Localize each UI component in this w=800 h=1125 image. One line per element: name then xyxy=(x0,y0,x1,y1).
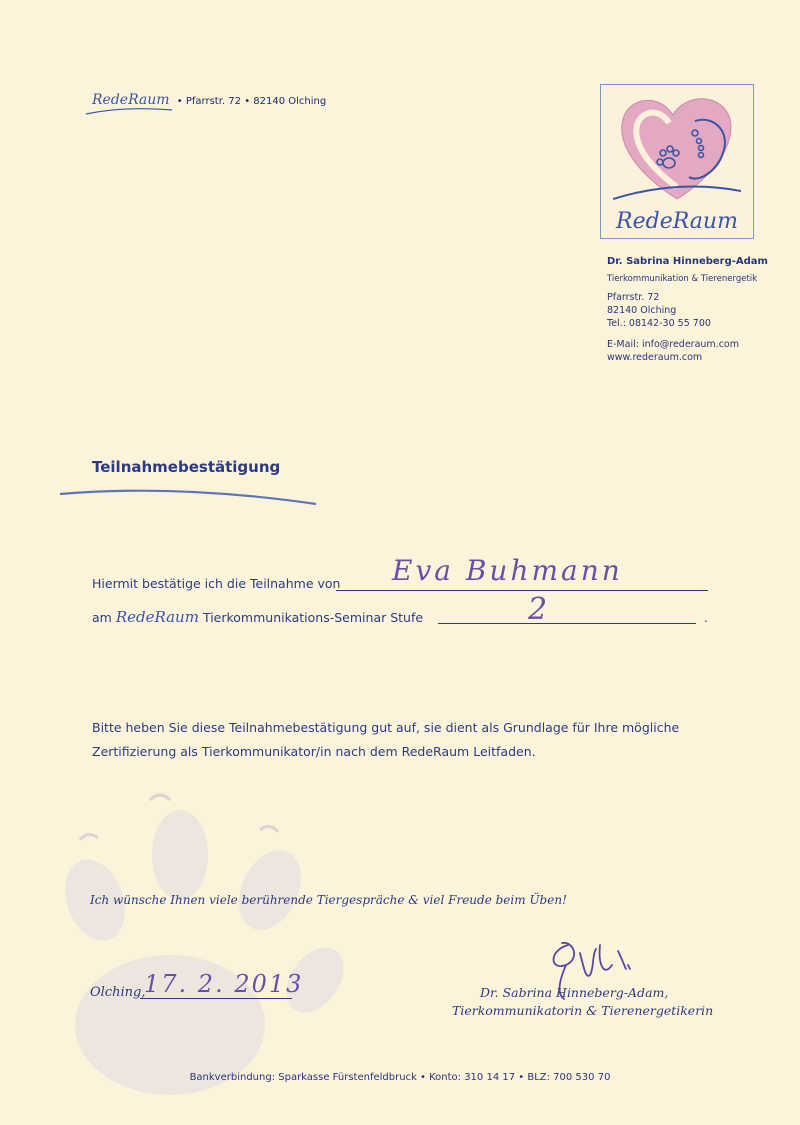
logo xyxy=(600,84,754,239)
paragraph-line-1: Bitte heben Sie diese Teilnahmebestätigung gut auf, sie dient als Grundlage für Ihre mögliche xyxy=(92,720,680,735)
contact-phone: Tel.: 08142-30 55 700 xyxy=(607,318,711,329)
contact-street: Pfarrstr. 72 xyxy=(607,292,660,303)
logo-wordmark: RedeRaum xyxy=(616,209,738,234)
paragraph-line-2: Zertifizierung als Tierkommunikator/in nach dem RedeRaum Leitfaden. xyxy=(92,744,536,759)
participant-name: Eva Buhmann xyxy=(392,554,623,587)
heart-footprint-logo-icon xyxy=(613,91,741,203)
date-line xyxy=(140,986,292,999)
paw-watermark-icon xyxy=(30,780,370,1110)
signer-title: Tierkommunikatorin & Tierenergetikerin xyxy=(452,1003,714,1018)
bullet-separator: • xyxy=(244,96,251,107)
seminar-line xyxy=(92,608,423,626)
signer-name: Dr. Sabrina Hinneberg-Adam, xyxy=(480,985,669,1000)
brand-wordmark: RedeRaum xyxy=(92,92,170,108)
place: Olching, xyxy=(90,985,146,1000)
seminar-prefix: am xyxy=(92,610,112,625)
bank-details-footer: Bankverbindung: Sparkasse Fürstenfeldbruck • Konto: 310 14 17 • BLZ: 700 530 70 xyxy=(189,1072,611,1083)
bullet-separator: • xyxy=(176,96,183,107)
handwritten-date: 17. 2. 2013 xyxy=(144,970,304,998)
contact-city: 82140 Olching xyxy=(607,305,677,316)
participation-label: Hiermit bestätige ich die Teilnahme von xyxy=(92,576,341,591)
document-title: Teilnahmebestätigung xyxy=(92,458,281,476)
title-swoosh-icon xyxy=(58,486,320,508)
contact-subtitle: Tierkommunikation & Tierenergetik xyxy=(607,274,758,284)
contact-web: www.rederaum.com xyxy=(607,352,703,363)
seminar-level: 2 xyxy=(528,592,548,627)
seminar-brand: RedeRaum xyxy=(115,608,199,626)
seminar-label: Tierkommunikations-Seminar Stufe xyxy=(202,610,424,625)
seminar-line-end: . xyxy=(704,610,708,625)
closing-wish: Ich wünsche Ihnen viele berührende Tiergespräche & viel Freude beim Üben! xyxy=(90,893,567,907)
seminar-level-line xyxy=(438,609,696,624)
sender-street: Pfarrstr. 72 xyxy=(185,96,241,107)
contact-block xyxy=(607,255,768,364)
brand-swoosh-icon xyxy=(84,104,174,118)
contact-email: E-Mail: info@rederaum.com xyxy=(607,339,739,350)
contact-name: Dr. Sabrina Hinneberg-Adam xyxy=(607,256,768,267)
sender-city: 82140 Olching xyxy=(253,96,327,107)
